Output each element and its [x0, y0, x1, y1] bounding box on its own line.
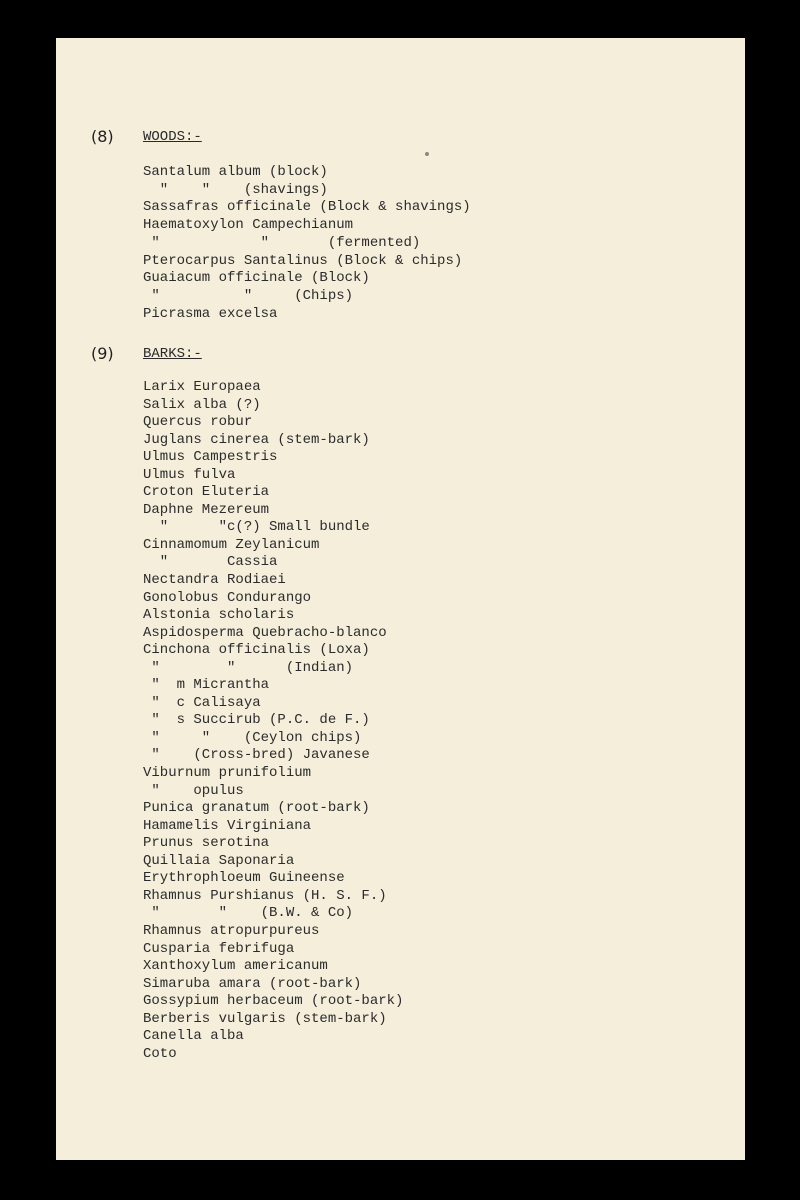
list-item: Salix alba (?)	[143, 396, 261, 413]
list-item: Juglans cinerea (stem-bark)	[143, 431, 370, 448]
list-item: Santalum album (block)	[143, 164, 328, 180]
list-item: " " (shavings)	[143, 181, 328, 198]
list-item: Canella alba	[143, 1028, 244, 1045]
list-item: " s Succirub (P.C. de F.)	[143, 712, 370, 729]
list-item: " m Micrantha	[143, 677, 270, 694]
list-item: Erythrophloeum Guineense	[143, 870, 345, 887]
list-item: " "c(?) Small bundle	[143, 519, 370, 536]
list-item: " c Calisaya	[143, 694, 261, 711]
list-item: Gonolobus Condurango	[143, 589, 312, 606]
section-number-8: (8)	[91, 127, 114, 146]
list-item: Larix Europaea	[143, 379, 261, 395]
section-heading-woods: WOODS:-	[143, 129, 202, 145]
list-item: Gossypium herbaceum (root-bark)	[143, 993, 404, 1010]
list-item: Hamamelis Virginiana	[143, 817, 312, 834]
list-item: " opulus	[143, 782, 244, 799]
section-number-9: (9)	[91, 344, 114, 363]
list-item: Haematoxylon Campechianum	[143, 217, 354, 234]
list-item: Prunus serotina	[143, 835, 270, 852]
list-item: Picrasma excelsa	[143, 305, 278, 322]
paper-speck	[425, 152, 429, 156]
list-item: Punica granatum (root-bark)	[143, 800, 370, 817]
woods-list	[143, 164, 471, 323]
list-item: Rhamnus atropurpureus	[143, 922, 320, 939]
list-item: Rhamnus Purshianus (H. S. F.)	[143, 887, 387, 904]
list-item: Xanthoxylum americanum	[143, 958, 328, 975]
list-item: Quercus robur	[143, 414, 253, 431]
list-item: " Cassia	[143, 554, 278, 571]
list-item: Ulmus fulva	[143, 466, 236, 483]
barks-list	[143, 379, 403, 1063]
list-item: Alstonia scholaris	[143, 607, 295, 624]
list-item: " " (Indian)	[143, 659, 354, 676]
list-item: Coto	[143, 1045, 177, 1062]
list-item: Quillaia Saponaria	[143, 852, 295, 869]
list-item: Pterocarpus Santalinus (Block & chips)	[143, 252, 463, 269]
section-heading-barks: BARKS:-	[143, 346, 202, 362]
list-item: Viburnum prunifolium	[143, 765, 312, 782]
list-item: Berberis vulgaris (stem-bark)	[143, 1010, 387, 1027]
list-item: Cinchona officinalis (Loxa)	[143, 642, 370, 659]
list-item: Ulmus Campestris	[143, 449, 278, 466]
list-item: Cusparia febrifuga	[143, 940, 295, 957]
list-item: Sassafras officinale (Block & shavings)	[143, 199, 471, 216]
list-item: " (Cross-bred) Javanese	[143, 747, 370, 764]
list-item: Simaruba amara (root-bark)	[143, 975, 362, 992]
list-item: Daphne Mezereum	[143, 501, 270, 518]
list-item: Guaiacum officinale (Block)	[143, 270, 370, 287]
list-item: " " (B.W. & Co)	[143, 905, 354, 922]
list-item: " " (fermented)	[143, 234, 421, 251]
list-item: Croton Eluteria	[143, 484, 270, 501]
list-item: " " (Ceylon chips)	[143, 729, 362, 746]
list-item: Aspidosperma Quebracho-blanco	[143, 624, 387, 641]
list-item: " " (Chips)	[143, 287, 354, 304]
list-item: Nectandra Rodiaei	[143, 572, 286, 589]
list-item: Cinnamomum Zeylanicum	[143, 536, 320, 553]
